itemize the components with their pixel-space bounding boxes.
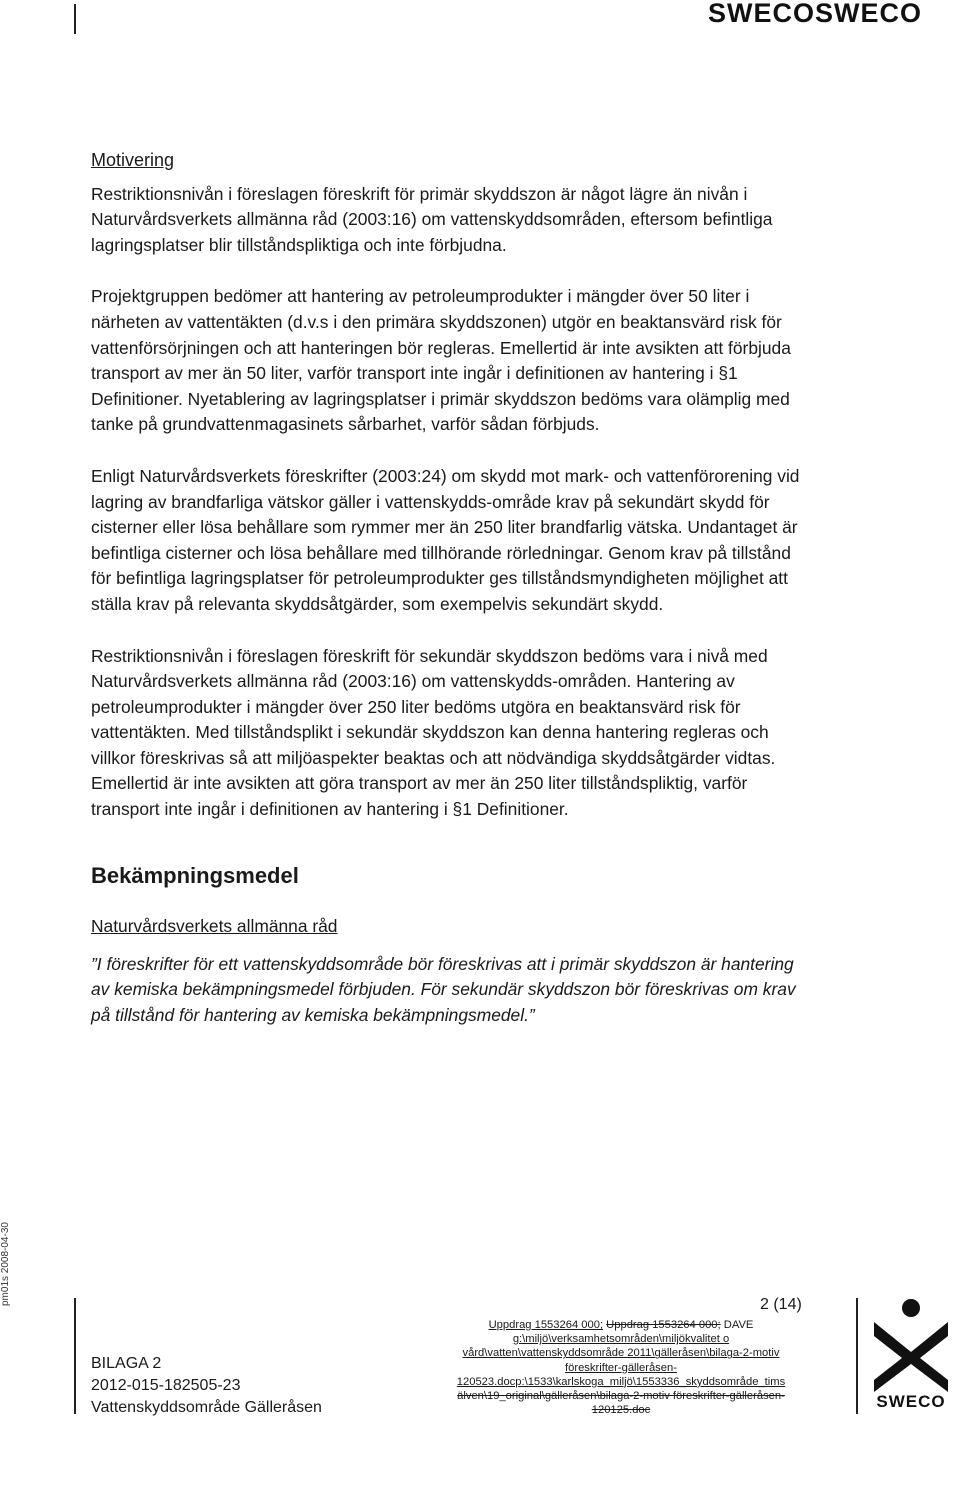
side-date-stamp: pm01s 2008-04-30 <box>0 1222 11 1306</box>
path-line-7: 120125.doc <box>591 1404 651 1417</box>
sweco-logo-header <box>708 0 953 26</box>
path-line-6: älven\19_original\gälleråsen\bilaga-2-motiv föreskrifter-gälleråsen- <box>457 1390 785 1403</box>
paragraph-2: Projektgruppen bedömer att hantering av petroleumprodukter i mängder över 50 liter i närheten av vattentäkten (d.v.s i den primära skyddszonen) utgör en beaktansvärd risk för vattenförsörjningen och att hanteringen bör regleras. Emellertid är inte avsikten att förbjuda transport av mer än 50 liter, varför transport inte ingår i definitionen av hantering i §1 Definitioner. Nyetablering av lagringsplatser i primär skyddszon bedöms vara olämplig med tanke på grundvattenmagasinets sårbarhet, varför sådan förbjuds. <box>91 286 791 435</box>
footer-bilaga: BILAGA 2 <box>91 1355 162 1372</box>
path-line-4: föreskrifter-gälleråsen- <box>565 1361 677 1374</box>
footer-divider-left <box>74 1298 76 1414</box>
footer-doc-number: 2012-015-182505-23 <box>91 1377 241 1394</box>
path-line-5-text: 120523.docp:\1533\karlskoga_miljö\1553336_skyddsområde_tims <box>456 1375 786 1388</box>
section-title-motivering: Motivering <box>91 150 175 170</box>
quote-paragraph: ”I föreskrifter för ett vattenskyddsområde bör föreskrivas att i primär skyddszon är hantering av kemiska bekämpningsmedel förbjuden. För sekundär skyddszon bör föreskrivas om krav på tillstånd för hantering av kemiska bekämpningsmedel.” <box>91 953 796 1026</box>
footer-divider-right <box>856 1298 858 1414</box>
sweco-logo-text: SWECOSWECO <box>708 0 923 28</box>
path-uppdrag-struck: Uppdrag 1553264 000; <box>606 1319 721 1331</box>
header-divider <box>74 4 76 34</box>
path-line-3: vård\vatten\vattenskyddsområde 2011\gälleråsen\bilaga-2-motiv <box>462 1347 780 1360</box>
subheading-allmanna-rad: Naturvårdsverkets allmänna råd <box>91 916 338 937</box>
page-number: 2 (14) <box>760 1296 802 1313</box>
paragraph-1: Restriktionsnivån i föreslagen föreskrift för primär skyddszon är något lägre än nivån i Naturvårdsverkets allmänna råd (2003:16) om vattenskyddsområden, eftersom befintliga lagringsplatser blir tillståndspliktiga och inte förbjudna. <box>91 183 773 255</box>
sweco-emblem-icon <box>868 1296 954 1392</box>
path-line-5 <box>440 1375 802 1389</box>
footer-document-info <box>91 1353 322 1419</box>
footer-project: Vattenskyddsområde Gälleråsen <box>91 1399 322 1416</box>
document-body <box>91 148 811 1029</box>
path-line-2: g:\miljö\verksamhetsområden\miljökvalitet o <box>512 1333 730 1346</box>
sweco-logo-footer-text: SWECO <box>876 1392 946 1411</box>
footer-file-path <box>440 1318 802 1417</box>
paragraph-4: Restriktionsnivån i föreslagen föreskrift för sekundär skyddszon bedöms vara i nivå med Naturvårdsverkets allmänna råd (2003:16) om vattenskydds-områden. Hantering av petroleumprodukter i mängder över 250 liter bedöms utgöra en beaktansvärd risk för vattentäkten. Med tillståndsplikt i sekundär skyddszon kan denna hantering regleras och villkor föreskrivas så att miljöaspekter beaktas och att nödvändiga skyddsåtgärder vidtas. Emellertid är inte avsikten att göra transport av mer än 250 liter tillståndspliktig, varför transport inte ingår i definitionen av hantering i §1 Definitioner. <box>91 645 776 820</box>
sweco-logo-footer <box>868 1296 954 1414</box>
path-dave: DAVE <box>723 1319 754 1331</box>
heading-bekampningsmedel: Bekämpningsmedel <box>91 862 299 888</box>
path-uppdrag-1: Uppdrag 1553264 000; <box>488 1319 604 1331</box>
paragraph-3: Enligt Naturvårdsverkets föreskrifter (2003:24) om skydd mot mark- och vattenförorening vid lagring av brandfarliga vätskor gäller i vattenskydds-område krav på sekundärt skydd för cisterner eller lösa behållare som rymmer mer än 250 liter brandfarlig vätska. Undantaget är befintliga cisterner och lösa behållare med tillhörande rörledningar. Genom krav på tillstånd för befintliga lagringsplatser för petroleumprodukter ges tillståndsmyndigheten möjlighet att ställa krav på relevanta skyddsåtgärder, som exempelvis sekundärt skydd. <box>91 465 800 614</box>
